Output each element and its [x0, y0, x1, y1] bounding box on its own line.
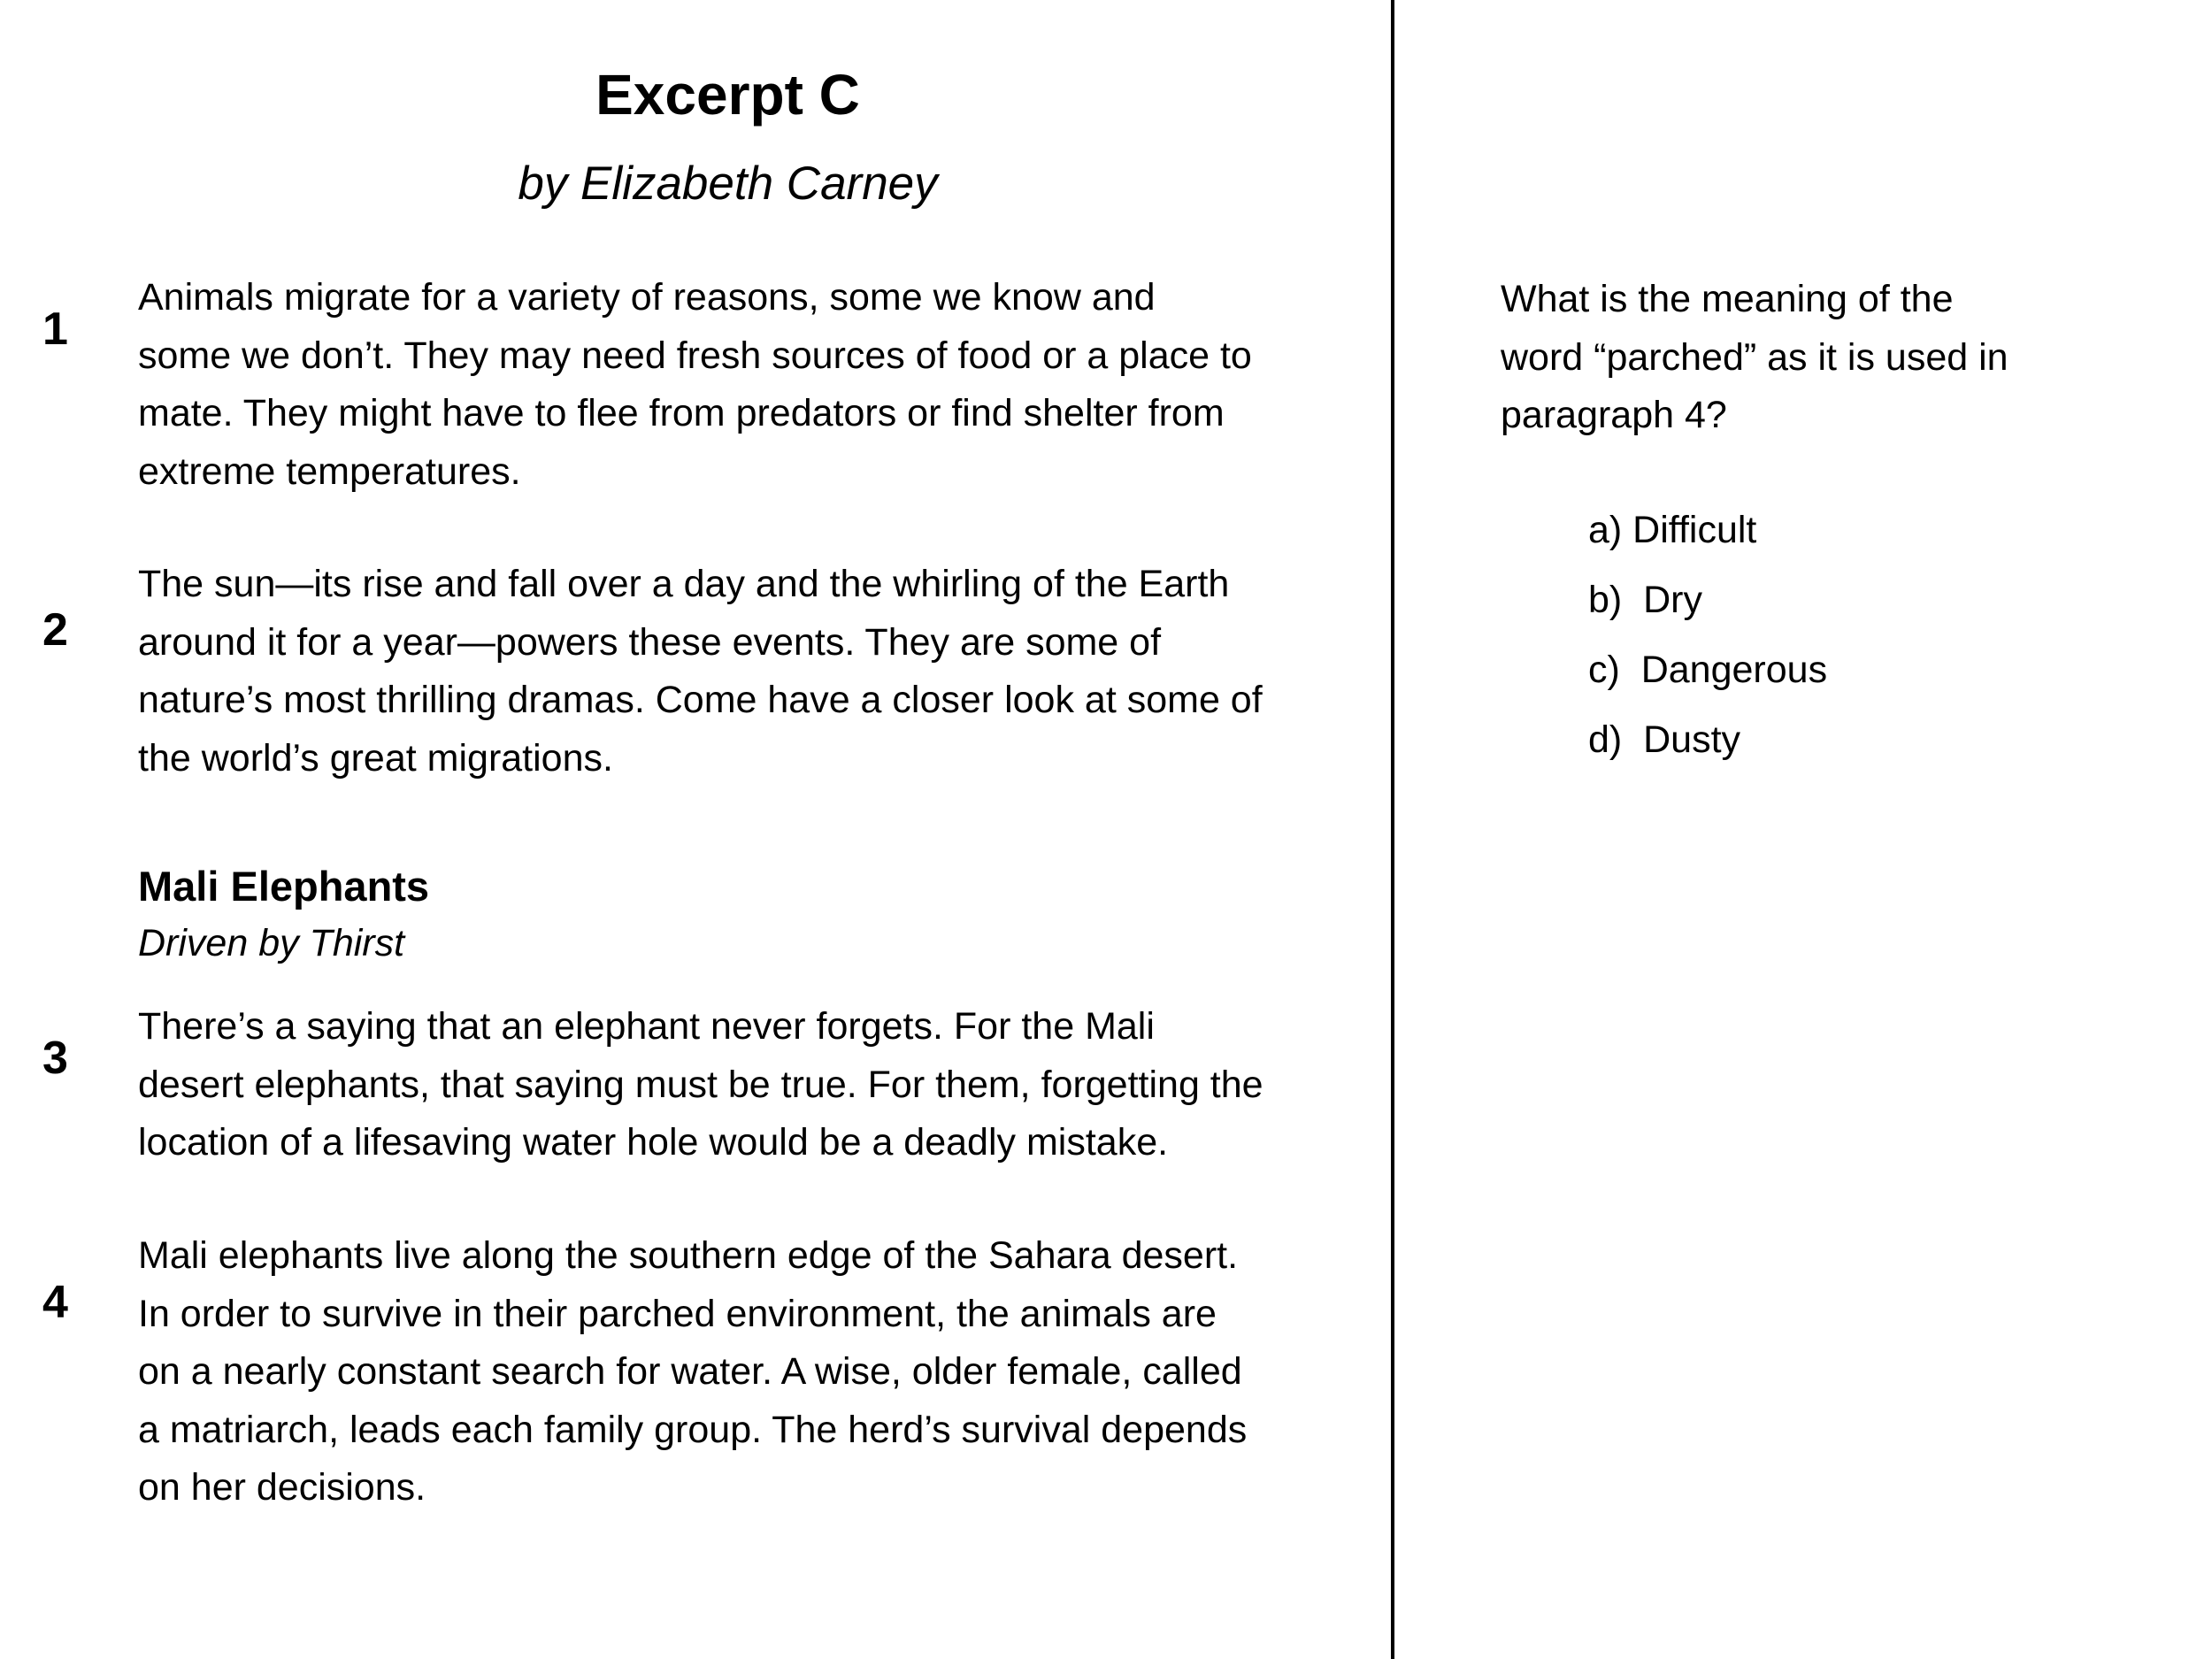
paragraph-line: There’s a saying that an elephant never forgets. For the Mali — [138, 1005, 1155, 1048]
paragraph-line: around it for a year—powers these events. They are some of — [138, 620, 1162, 664]
section-title: Mali Elephants — [138, 863, 430, 910]
answer-options — [1588, 495, 1827, 775]
paragraph-line: In order to survive in their parched environment, the animals are — [138, 1292, 1217, 1335]
paragraph-line: The sun—its rise and fall over a day and the whirling of the Earth — [138, 563, 1230, 605]
paragraph-line: location of a lifesaving water hole would be a deadly mistake. — [138, 1121, 1169, 1164]
paragraph-line: nature’s most thrilling dramas. Come have a closer look at some of — [138, 679, 1263, 721]
paragraph-number-1: 1 — [42, 303, 68, 355]
paragraph-line: a matriarch, leads each family group. The herd’s survival depends — [138, 1408, 1248, 1451]
paragraph-1 — [138, 269, 1341, 501]
paragraph-line: the world’s great migrations. — [138, 736, 613, 780]
paragraph-number-4: 4 — [42, 1277, 68, 1328]
paragraph-number-2: 2 — [42, 604, 68, 656]
paragraph-3 — [138, 998, 1341, 1172]
paragraph-line: Mali elephants live along the southern edge of the Sahara desert. — [138, 1234, 1239, 1277]
paragraph-line: Animals migrate for a variety of reasons, some we know and — [138, 276, 1156, 319]
column-divider — [1391, 0, 1394, 1659]
paragraph-line: on a nearly constant search for water. A wise, older female, called — [138, 1350, 1242, 1393]
answer-option-a[interactable]: a) Difficult — [1588, 509, 1757, 551]
answer-option-b[interactable]: b) Dry — [1588, 579, 1702, 621]
paragraph-line: desert elephants, that saying must be true. For them, forgetting the — [138, 1063, 1263, 1106]
answer-option-c[interactable]: c) Dangerous — [1588, 649, 1828, 691]
paragraph-line: mate. They might have to flee from predators or find shelter from — [138, 392, 1225, 434]
question-line: word “parched” as it is used in — [1501, 335, 2008, 379]
question-line: paragraph 4? — [1501, 394, 1727, 436]
excerpt-title: Excerpt C — [595, 63, 860, 127]
excerpt-byline: by Elizabeth Carney — [518, 157, 938, 210]
answer-option-d[interactable]: d) Dusty — [1588, 718, 1741, 761]
paragraph-line: on her decisions. — [138, 1466, 426, 1509]
question-line: What is the meaning of the — [1501, 278, 1954, 320]
paragraph-line: some we don’t. They may need fresh sources of food or a place to — [138, 334, 1252, 377]
paragraph-number-3: 3 — [42, 1033, 68, 1084]
paragraph-line: extreme temperatures. — [138, 449, 521, 493]
section-subtitle: Driven by Thirst — [138, 922, 405, 964]
paragraph-2 — [138, 556, 1341, 787]
paragraph-4 — [138, 1227, 1341, 1517]
question-prompt — [1501, 271, 2138, 445]
